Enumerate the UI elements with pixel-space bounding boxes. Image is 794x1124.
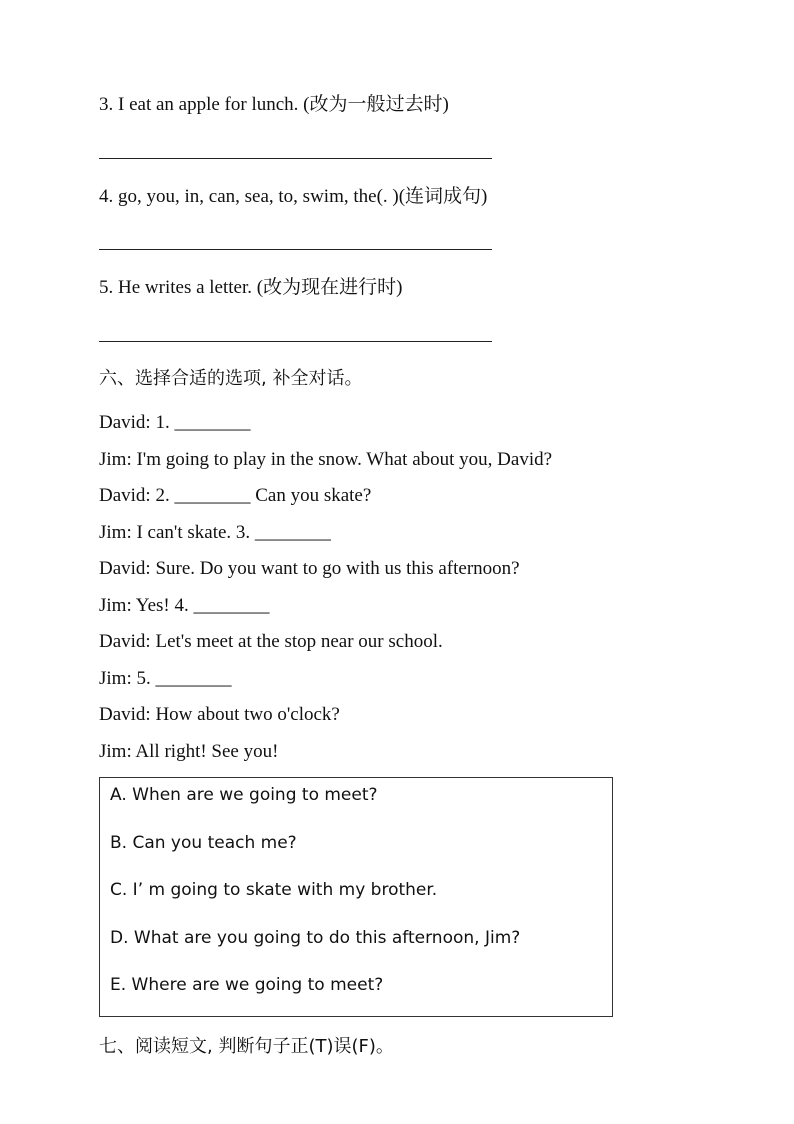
option-e: E. Where are we going to meet?: [110, 975, 384, 995]
option-b: B. Can you teach me?: [110, 833, 297, 853]
section-6-heading: 六、选择合适的选项, 补全对话。: [99, 368, 363, 389]
option-d: D. What are you going to do this afternoon, Jim?: [110, 928, 521, 948]
answer-line-4: [99, 249, 492, 250]
dialogue-line-2: Jim: I'm going to play in the snow. What about you, David?: [99, 449, 553, 470]
dialogue-line-7: David: Let's meet at the stop near our school.: [99, 631, 443, 652]
dialogue-line-9: David: How about two o'clock?: [99, 704, 340, 725]
answer-line-5: [99, 341, 492, 342]
dialogue-line-1: David: 1. ________: [99, 412, 251, 433]
dialogue-line-5: David: Sure. Do you want to go with us this afternoon?: [99, 558, 520, 579]
option-c: C. I’ m going to skate with my brother.: [110, 880, 438, 900]
options-box: [99, 777, 613, 1017]
dialogue-line-10: Jim: All right! See you!: [99, 741, 279, 762]
dialogue-line-8: Jim: 5. ________: [99, 668, 232, 689]
exercise-4: 4. go, you, in, can, sea, to, swim, the(. )(连词成句): [99, 186, 488, 207]
exercise-5: 5. He writes a letter. (改为现在进行时): [99, 277, 403, 298]
option-a: A. When are we going to meet?: [110, 785, 378, 805]
exercise-3: 3. I eat an apple for lunch. (改为一般过去时): [99, 94, 449, 115]
dialogue-line-3: David: 2. ________ Can you skate?: [99, 485, 372, 506]
dialogue-line-6: Jim: Yes! 4. ________: [99, 595, 270, 616]
section-7-heading: 七、阅读短文, 判断句子正(T)误(F)。: [99, 1036, 394, 1057]
dialogue-line-4: Jim: I can't skate. 3. ________: [99, 522, 331, 543]
answer-line-3: [99, 158, 492, 159]
